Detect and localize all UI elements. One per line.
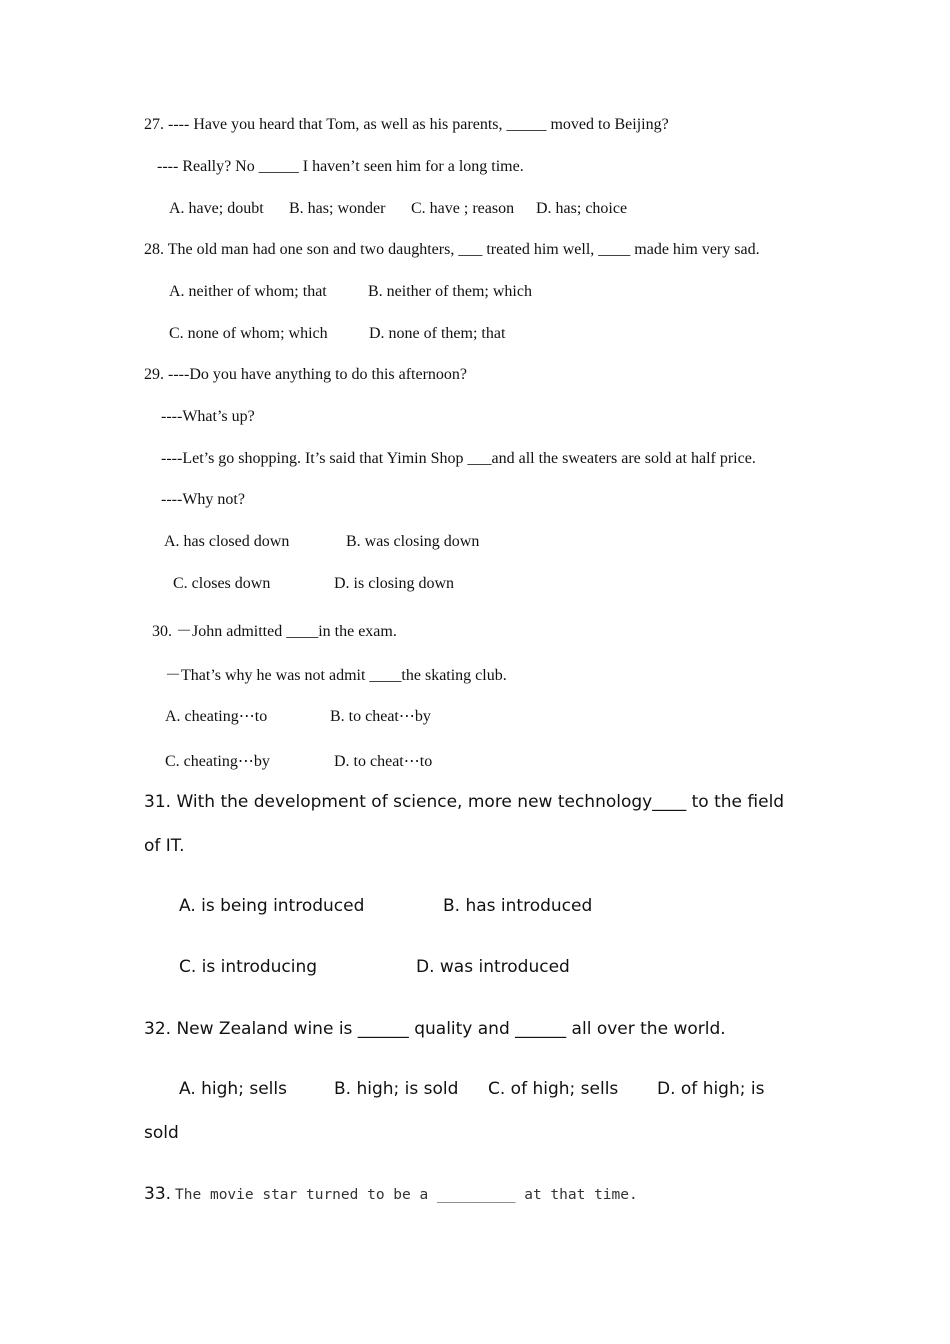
q31-option-d: D. was introduced (416, 957, 570, 977)
q27-option-d: D. has; choice (536, 200, 628, 217)
q29-option-b: B. was closing down (346, 533, 480, 550)
q29-stem: 29. ----Do you have anything to do this afternoon? (144, 366, 468, 383)
q30-option-b: B. to cheat⋯by (330, 708, 431, 725)
q29-option-d: D. is closing down (334, 575, 454, 592)
q32-option-c: C. of high; sells (488, 1079, 619, 1099)
q32-stem: 32. New Zealand wine is ______ quality and ______ all over the world. (144, 1019, 726, 1039)
q31-option-b: B. has introduced (443, 896, 593, 916)
q31-option-a: A. is being introduced (179, 896, 365, 916)
q29-option-c: C. closes down (173, 575, 271, 592)
q29-dialogue-3: ----Why not? (161, 491, 245, 508)
q28-stem: 28. The old man had one son and two daughters, ___ treated him well, ____ made him very sad. (144, 241, 760, 258)
q32-option-b: B. high; is sold (334, 1079, 459, 1099)
q27-option-a: A. have; doubt (169, 200, 264, 217)
q31-stem-line2: of IT. (144, 836, 185, 856)
q33-number: 33. (144, 1184, 172, 1204)
q27-option-c: C. have ; reason (411, 200, 515, 217)
q29-option-a: A. has closed down (164, 533, 290, 550)
q30-option-d: D. to cheat⋯to (334, 753, 433, 770)
q32-option-d: D. of high; is (657, 1079, 765, 1099)
q28-option-c: C. none of whom; which (169, 325, 328, 342)
q31-option-c: C. is introducing (179, 957, 318, 977)
q27-option-b: B. has; wonder (289, 200, 386, 217)
q27-stem: 27. ---- Have you heard that Tom, as well as his parents, _____ moved to Beijing? (144, 116, 669, 133)
q33-stem: The movie star turned to be a _________ at that time. (175, 1187, 638, 1203)
q29-dialogue-1: ----What’s up? (161, 408, 255, 425)
q32-option-a: A. high; sells (179, 1079, 287, 1099)
q27-reply: ---- Really? No _____ I haven’t seen him for a long time. (157, 158, 524, 175)
q32-option-d-wrap: sold (144, 1123, 179, 1143)
q31-stem-line1: 31. With the development of science, more new technology____ to the field (144, 792, 785, 812)
q28-option-a: A. neither of whom; that (169, 283, 327, 300)
q28-option-d: D. none of them; that (369, 325, 506, 342)
q30-stem: 30. －John admitted ____in the exam. (152, 623, 397, 640)
q33-line (144, 1184, 638, 1204)
q28-option-b: B. neither of them; which (368, 283, 532, 300)
q29-dialogue-2: ----Let’s go shopping. It’s said that Yimin Shop ___and all the sweaters are sold at half price. (161, 450, 756, 467)
q30-option-c: C. cheating⋯by (165, 753, 270, 770)
q30-reply: －That’s why he was not admit ____the skating club. (165, 667, 507, 684)
q30-option-a: A. cheating⋯to (165, 708, 268, 725)
